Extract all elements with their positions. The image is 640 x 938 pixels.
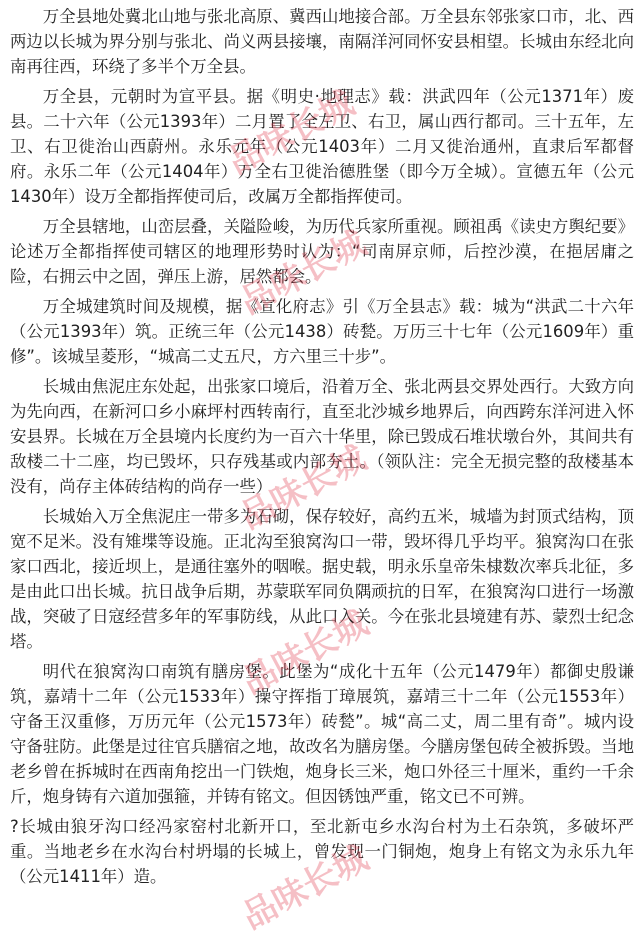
watermark-stamp: 品味长城 xyxy=(235,603,375,703)
watermark-stamp: 品味长城 xyxy=(235,838,375,938)
watermark-stamp: 品味长城 xyxy=(233,438,373,538)
article-body xyxy=(10,4,634,894)
watermark-stamp: 品味长城 xyxy=(221,83,361,183)
paragraph-city-construction: 万全城建筑时间及规模，据《宣化府志》引《万全县志》载：城为“洪武二十六年（公元1393年）筑。正统三年（公元1438）砖甃。万历三十七年（公元1609年）重修”。该城呈菱形，“城高二丈五尺，方六里三十步”。 xyxy=(10,297,634,366)
paragraph-wall-route: 长城由焦泥庄东处起，出张家口境后，沿着万全、张北两县交界处西行。大致方向为先向西，在新河口乡小麻坪村西转南行，直至北沙城乡地界后，向西跨东洋河进入怀安县界。长城在万全县境内长度约为一百六十华里，除已毁成石堆状墩台外，其间共有敌楼二十二座，均已毁坏，只存残基或内部夯土。（领队注：完全无损完整的敌楼基本没有，尚存主体砖结构的尚存一些） xyxy=(10,377,634,496)
paragraph-shanfang-fort: 明代在狼窝沟口南筑有膳房堡。此堡为“成化十五年（公元1479年）都御史殷谦筑，嘉靖十二年（公元1533年）操守挥指丁璋展筑，嘉靖三十二年（公元1553年）守备王汉重修，万历元年（公元1573年）砖甃”。城“高二丈，周二里有奇”。城内设守备驻防。此堡是过往官兵膳宿之地，故改名为膳房堡。今膳房堡包砖全被拆毁。当地老乡曾在拆城时在西南角挖出一门铁炮，炮身长三米，炮口外径三十厘米，重约一千余斤，炮身铸有六道加强箍，并铸有铭文。但因锈蚀严重，铭文已不可辨。 xyxy=(10,662,634,806)
paragraph-terrain: 万全县辖地，山峦层叠，关隘险峻，为历代兵家所重视。顾祖禹《读史方舆纪要》论述万全都指挥使司辖区的地理形势时认为：“司南屏京师，后控沙漠，在挹居庸之险，右拥云中之固，弹压上游，居然都会。 xyxy=(10,217,634,286)
paragraph-langwo-pass: 长城始入万全焦泥庄一带多为石砌，保存较好，高约五米，城墙为封顶式结构，顶宽不足米。没有雉堞等设施。正北沟至狼窝沟口一带，毁坏得几乎均平。狼窝沟口在张家口西北，接近坝上，是通往塞外的咽喉。据史载，明永乐皇帝朱棣数次率兵北征，多是由此口出长城。抗日战争后期，苏蒙联军同负隅顽抗的日军，在狼窝沟口进行一场激战，突破了日寇经营多年的军事防线，从此口入关。今在张北县境建有苏、蒙烈士纪念塔。 xyxy=(10,507,634,651)
paragraph-history: 万全县，元朝时为宣平县。据《明史·地理志》载：洪武四年（公元1371年）废县。二十六年（公元1393年）二月置了全左卫、右卫，属山西行都司。三十五年，左卫、右卫徙治山西蔚州。永乐元年（公元1403年）二月又徙治通州，直隶后军都督府。永乐二年（公元1404年）万全右卫徙治德胜堡（即今万全城）。宣德五年（公元1430年）设万全都指挥使司后，改属万全都指挥使司。 xyxy=(10,87,634,206)
watermark-stamp: 品味长城 xyxy=(233,223,373,323)
paragraph-location: 万全县地处冀北山地与张北高原、冀西山地接合部。万全县东邻张家口市，北、西两边以长城为界分别与张北、尚义两县接壤，南隔洋河同怀安县相望。长城由东经北向南再往西，环绕了多半个万全县。 xyxy=(10,7,634,76)
paragraph-bronze-cannon: ?长城由狼牙沟口经冯家窑村北新开口，至北新屯乡水沟台村为土石杂筑，多破坏严重。当地老乡在水沟台村坍塌的长城上，曾发现一门铜炮，炮身上有铭文为永乐九年（公元1411年）造。 xyxy=(10,817,634,886)
